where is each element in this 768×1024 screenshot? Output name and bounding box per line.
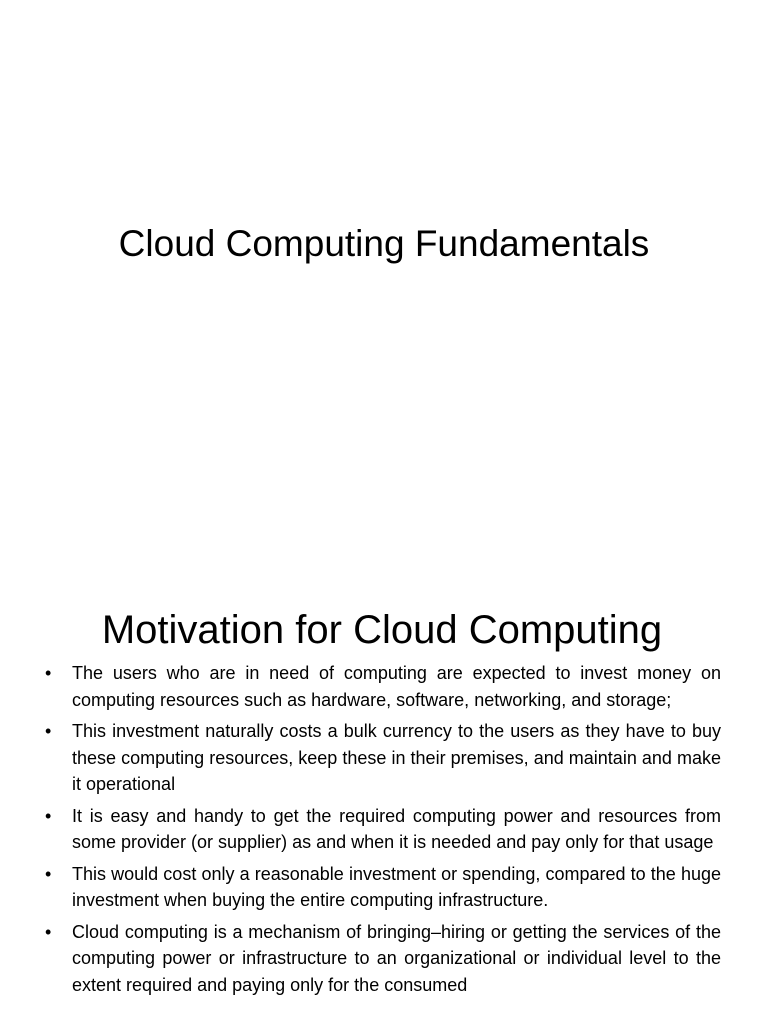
bullet-icon: • bbox=[45, 921, 52, 942]
bullet-text: Cloud computing is a mechanism of bringing–hiring or getting the services of the computing power or infrastructure to an organizational or individual level to the extent required and paying only for the consumed bbox=[72, 921, 721, 995]
bullet-text: The users who are in need of computing are expected to invest money on computing resources such as hardware, software, networking, and storage; bbox=[72, 663, 721, 710]
bullet-text: This would cost only a reasonable investment or spending, compared to the huge investment when buying the entire computing infrastructure. bbox=[72, 863, 721, 910]
bullet-item bbox=[45, 803, 721, 856]
slide-title-heading: Cloud Computing Fundamentals bbox=[118, 223, 650, 264]
bullet-item bbox=[45, 919, 721, 999]
bullet-item bbox=[45, 718, 721, 798]
bullet-icon: • bbox=[45, 721, 52, 741]
bullet-icon: • bbox=[45, 805, 52, 826]
bullet-icon: • bbox=[45, 663, 52, 683]
bullet-icon: • bbox=[45, 863, 52, 884]
bullet-text: This investment naturally costs a bulk currency to the users as they have to buy these computing resources, keep these in their premises, and maintain and make it operational bbox=[72, 721, 721, 794]
slide-motivation-heading: Motivation for Cloud Computing bbox=[101, 608, 663, 652]
slide-motivation bbox=[0, 576, 768, 1024]
bullet-list bbox=[45, 660, 721, 1003]
bullet-text: It is easy and handy to get the required computing power and resources from some provider (or supplier) as and when it is needed and pay only for that usage bbox=[72, 805, 721, 852]
bullet-item bbox=[45, 660, 721, 713]
bullet-item bbox=[45, 861, 721, 914]
